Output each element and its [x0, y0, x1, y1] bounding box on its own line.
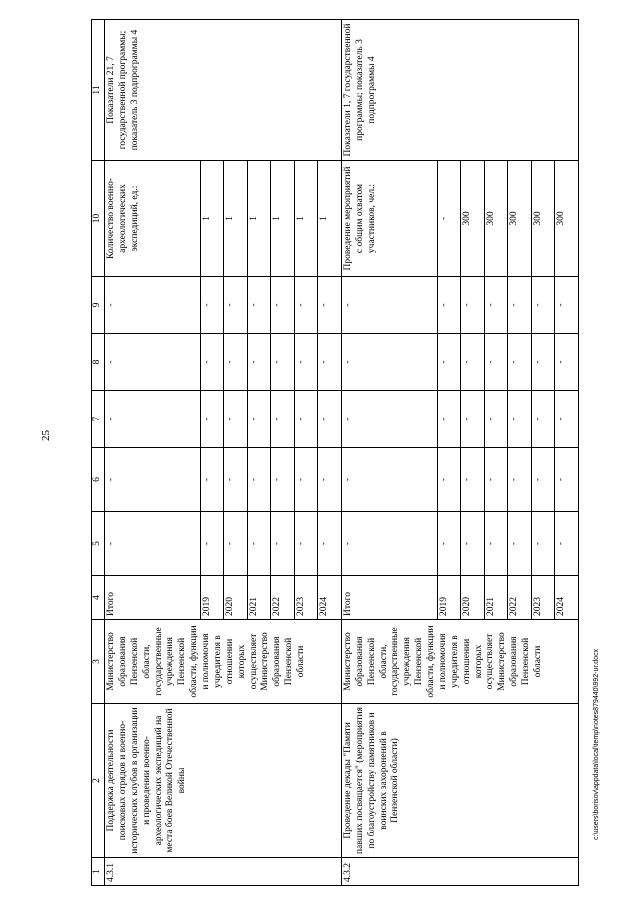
year-cell: 2022: [508, 576, 531, 620]
value-cell: -: [341, 334, 437, 391]
year-cell: 2023: [294, 576, 317, 620]
value-cell: -: [247, 512, 270, 576]
indicator-link: Показатели 21, 7 государственной программы; показатель 3 подпрограммы 4: [105, 20, 342, 161]
value-cell: -: [461, 334, 484, 391]
value-cell: -: [437, 277, 460, 334]
value-cell: -: [531, 512, 554, 576]
value-cell: -: [201, 448, 224, 512]
value-cell: -: [555, 448, 579, 512]
value-cell: -: [271, 334, 294, 391]
column-header: 11: [92, 20, 105, 161]
item-name: Поддержка деятельности поисковых отрядов и военно-исторических клубов в организации и проведении военно-археологических экспедиций на места боев Великой Отечественной войны: [105, 704, 342, 858]
value-cell: -: [318, 448, 342, 512]
value-cell: -: [201, 334, 224, 391]
value-cell: -: [294, 277, 317, 334]
indicator-value: 300: [461, 161, 484, 277]
value-cell: -: [508, 448, 531, 512]
value-cell: -: [484, 448, 507, 512]
executor: Министерство образования Пензенской области, государственные учреждения Пензенской области, функции и полномочия учредителя в отношении которых осуществляет Министерство образования Пензенской области: [105, 620, 342, 704]
value-cell: -: [201, 512, 224, 576]
indicator-value: 300: [508, 161, 531, 277]
value-cell: -: [341, 277, 437, 334]
value-cell: -: [461, 391, 484, 448]
value-cell: -: [484, 334, 507, 391]
value-cell: -: [484, 391, 507, 448]
indicator-value: 1: [318, 161, 342, 277]
indicator-name: Количество военно-археологических экспедиций, ед.:: [105, 161, 201, 277]
header-row: [92, 20, 105, 886]
indicator-name: Проведение мероприятий с общим охватом участников, чел.:: [341, 161, 437, 277]
column-header: 6: [92, 448, 105, 512]
value-cell: -: [437, 334, 460, 391]
value-cell: -: [484, 277, 507, 334]
value-cell: -: [341, 391, 437, 448]
column-header: 2: [92, 704, 105, 858]
table-row: [105, 20, 201, 886]
column-header: 5: [92, 512, 105, 576]
item-number: 4.3.1: [105, 858, 342, 886]
value-cell: -: [294, 512, 317, 576]
value-cell: -: [294, 448, 317, 512]
value-cell: -: [508, 391, 531, 448]
value-cell: -: [224, 334, 247, 391]
value-cell: -: [105, 334, 201, 391]
indicator-value: 1: [201, 161, 224, 277]
value-cell: -: [318, 334, 342, 391]
value-cell: -: [318, 277, 342, 334]
value-cell: -: [201, 277, 224, 334]
value-cell: -: [247, 334, 270, 391]
year-cell: 2019: [201, 576, 224, 620]
column-header: 10: [92, 161, 105, 277]
value-cell: -: [271, 391, 294, 448]
value-cell: -: [531, 334, 554, 391]
value-cell: -: [461, 512, 484, 576]
value-cell: -: [508, 512, 531, 576]
year-cell: 2020: [461, 576, 484, 620]
year-cell: 2021: [247, 576, 270, 620]
year-cell: 2024: [318, 576, 342, 620]
column-header: 4: [92, 576, 105, 620]
value-cell: -: [461, 277, 484, 334]
value-cell: -: [224, 277, 247, 334]
item-name: Проведение декады "Памяти павших посвящается" (мероприятия по благоустройству памятников и воинских захоронений в Пензенской области): [341, 704, 578, 858]
value-cell: -: [437, 391, 460, 448]
value-cell: -: [271, 512, 294, 576]
value-cell: -: [105, 512, 201, 576]
indicator-value: 300: [531, 161, 554, 277]
value-cell: -: [294, 334, 317, 391]
table-body: [105, 20, 579, 886]
value-cell: -: [247, 277, 270, 334]
year-cell: 2023: [531, 576, 554, 620]
total-label: Итого: [341, 576, 437, 620]
value-cell: -: [531, 391, 554, 448]
indicator-value: 1: [271, 161, 294, 277]
indicator-link: Показатели 1, 7 государственной программы; показатель 3 подпрограммы 4: [341, 20, 578, 161]
indicator-value: 1: [294, 161, 317, 277]
value-cell: -: [247, 391, 270, 448]
rotated-table-container: [91, 20, 579, 886]
value-cell: -: [224, 391, 247, 448]
value-cell: -: [341, 512, 437, 576]
value-cell: -: [224, 512, 247, 576]
year-cell: 2019: [437, 576, 460, 620]
column-header: 9: [92, 277, 105, 334]
column-header: 1: [92, 858, 105, 886]
value-cell: -: [224, 448, 247, 512]
table-row: [341, 20, 437, 886]
indicator-value: 300: [555, 161, 579, 277]
program-table: [91, 19, 579, 886]
year-cell: 2022: [271, 576, 294, 620]
indicator-value: 1: [224, 161, 247, 277]
value-cell: -: [437, 448, 460, 512]
total-label: Итого: [105, 576, 201, 620]
value-cell: -: [105, 448, 201, 512]
indicator-value: 300: [484, 161, 507, 277]
value-cell: -: [508, 277, 531, 334]
value-cell: -: [271, 277, 294, 334]
value-cell: -: [271, 448, 294, 512]
page-number: 25: [40, 430, 52, 441]
file-path-footer: c:\users\borisov\appdata\local\temp\notes879440\992-ur.docx: [593, 648, 600, 840]
year-cell: 2020: [224, 576, 247, 620]
year-cell: 2024: [555, 576, 579, 620]
column-header: 7: [92, 391, 105, 448]
value-cell: -: [555, 334, 579, 391]
year-cell: 2021: [484, 576, 507, 620]
item-number: 4.3.2: [341, 858, 578, 886]
value-cell: -: [318, 512, 342, 576]
value-cell: -: [555, 512, 579, 576]
value-cell: -: [341, 448, 437, 512]
value-cell: -: [105, 391, 201, 448]
value-cell: -: [461, 448, 484, 512]
column-header: 3: [92, 620, 105, 704]
value-cell: -: [247, 448, 270, 512]
value-cell: -: [531, 448, 554, 512]
column-header: 8: [92, 334, 105, 391]
indicator-value: -: [437, 161, 460, 277]
value-cell: -: [294, 391, 317, 448]
value-cell: -: [531, 277, 554, 334]
value-cell: -: [555, 277, 579, 334]
value-cell: -: [105, 277, 201, 334]
executor: Министерство образования Пензенской области, государственные учреждения Пензенской области, функции и полномочия учредителя в отношении которых осуществляет Министерство образования Пензенской области: [341, 620, 578, 704]
value-cell: -: [555, 391, 579, 448]
value-cell: -: [484, 512, 507, 576]
value-cell: -: [201, 391, 224, 448]
value-cell: -: [318, 391, 342, 448]
value-cell: -: [437, 512, 460, 576]
indicator-value: 1: [247, 161, 270, 277]
value-cell: -: [508, 334, 531, 391]
